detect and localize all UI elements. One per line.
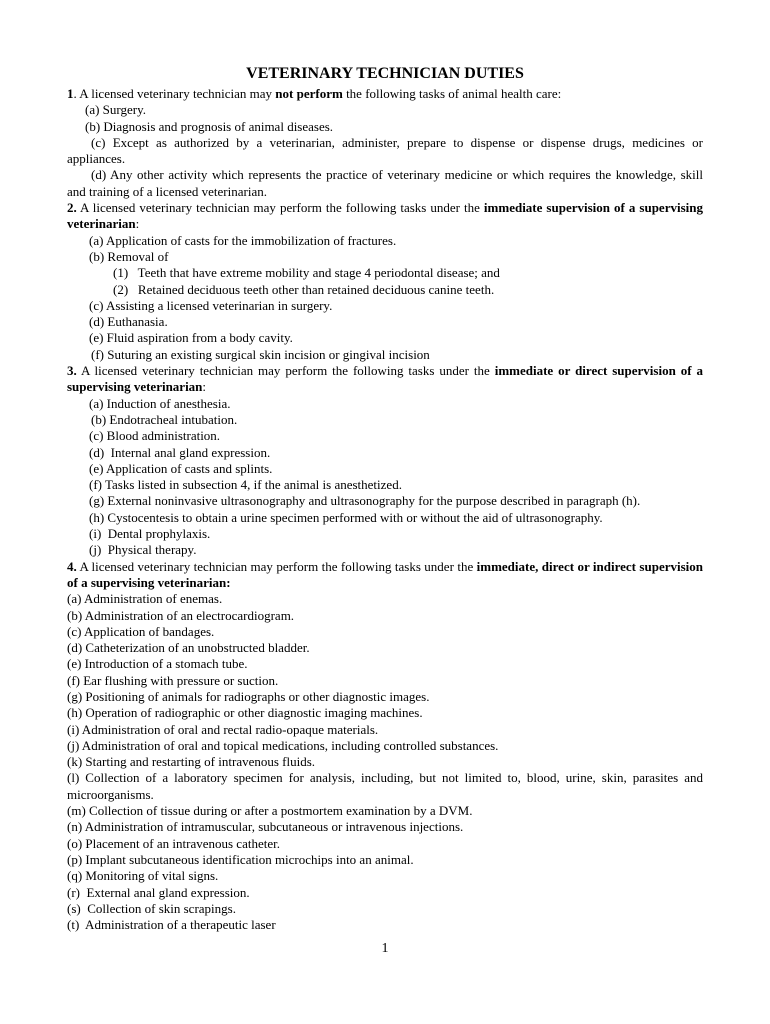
list-item: (h) Cystocentesis to obtain a urine specimen performed with or without the aid of ultrasonography. <box>89 509 603 525</box>
list-subitem: (1) Teeth that have extreme mobility and stage 4 periodontal disease; and <box>113 265 500 281</box>
list-item: (t) Administration of a therapeutic laser <box>67 917 276 933</box>
section-1-intro: 1. A licensed veterinary technician may not perform the following tasks of animal health care: <box>67 86 562 101</box>
list-item: (a) Application of casts for the immobilization of fractures. <box>89 232 397 248</box>
list-item: (n) Administration of intramuscular, subcutaneous or intravenous injections. <box>67 819 464 835</box>
page-number: 1 <box>381 941 389 956</box>
list-item: (e) Fluid aspiration from a body cavity. <box>89 330 293 346</box>
list-item: (j) Physical therapy. <box>89 542 197 558</box>
list-item: (a) Surgery. <box>85 102 147 118</box>
document-page <box>67 64 703 933</box>
page-title: VETERINARY TECHNICIAN DUTIES <box>246 65 524 82</box>
list-item: (o) Placement of an intravenous catheter. <box>67 835 280 851</box>
list-item: (d) Internal anal gland expression. <box>89 444 271 460</box>
section-4-list <box>67 591 703 933</box>
list-item: (f) Tasks listed in subsection 4, if the animal is anesthetized. <box>89 477 402 493</box>
list-item: (m) Collection of tissue during or after a postmortem examination by a DVM. <box>67 803 473 819</box>
list-item: (c) Application of bandages. <box>67 623 215 639</box>
list-item: (b) Administration of an electrocardiogram. <box>67 607 295 623</box>
list-item: (k) Starting and restarting of intravenous fluids. <box>67 754 316 770</box>
section-4-intro: 4. A licensed veterinary technician may perform the following tasks under the immediate, direct or indirect supervision of a supervising veterinarian: <box>67 558 703 590</box>
section-3-intro: 3. A licensed veterinary technician may perform the following tasks under the immediate or direct supervision of a supervising veterinarian: <box>67 363 703 395</box>
section-number: 2. <box>67 200 77 216</box>
list-item: (b) Diagnosis and prognosis of animal diseases. <box>85 118 334 134</box>
list-item: (f) Ear flushing with pressure or suction. <box>67 672 279 688</box>
section-2-intro: 2. A licensed veterinary technician may perform the following tasks under the immediate supervision of a supervising veterinarian: <box>67 200 703 232</box>
list-item: (e) Introduction of a stomach tube. <box>67 656 248 672</box>
list-item: (i) Dental prophylaxis. <box>89 526 211 542</box>
list-subitem: (2) Retained deciduous teeth other than retained deciduous canine teeth. <box>113 281 495 297</box>
list-item: (a) Induction of anesthesia. <box>89 395 231 411</box>
list-item: (b) Removal of <box>89 248 169 264</box>
list-item: (p) Implant subcutaneous identification microchips into an animal. <box>67 851 414 867</box>
list-item: (j) Administration of oral and topical medications, including controlled substances. <box>67 737 499 753</box>
list-item: (b) Endotracheal intubation. <box>91 411 238 427</box>
list-item: (c) Except as authorized by a veterinarian, administer, prepare to dispense or dispense drugs, medicines or appliances. <box>67 134 703 167</box>
list-item: (c) Blood administration. <box>89 428 221 444</box>
list-item: (h) Operation of radiographic or other diagnostic imaging machines. <box>67 705 423 721</box>
list-item: (d) Catheterization of an unobstructed bladder. <box>67 640 310 656</box>
list-item: (r) External anal gland expression. <box>67 884 250 900</box>
list-item: (d) Any other activity which represents the practice of veterinary medicine or which requires the knowledge, skill and training of a licensed veterinarian. <box>67 167 703 199</box>
section-number: 4. <box>67 558 77 574</box>
list-item: (s) Collection of skin scrapings. <box>67 900 236 916</box>
list-item: (e) Application of casts and splints. <box>89 460 273 476</box>
section-number: 1 <box>67 86 74 101</box>
list-item: (a) Administration of enemas. <box>67 591 223 607</box>
list-item: (f) Suturing an existing surgical skin incision or gingival incision <box>91 346 430 362</box>
list-item: (c) Assisting a licensed veterinarian in surgery. <box>89 297 333 313</box>
list-item: (g) Positioning of animals for radiographs or other diagnostic images. <box>67 688 430 704</box>
section-number: 3. <box>67 363 77 379</box>
list-item: (q) Monitoring of vital signs. <box>67 868 219 884</box>
list-item: (l) Collection of a laboratory specimen for analysis, including, but not limited to, blood, urine, skin, parasites and microorganisms. <box>67 770 703 802</box>
list-item: (d) Euthanasia. <box>89 314 168 330</box>
list-item: (g) External noninvasive ultrasonography and ultrasonography for the purpose described in paragraph (h). <box>89 493 641 509</box>
list-item: (i) Administration of oral and rectal radio-opaque materials. <box>67 721 379 737</box>
